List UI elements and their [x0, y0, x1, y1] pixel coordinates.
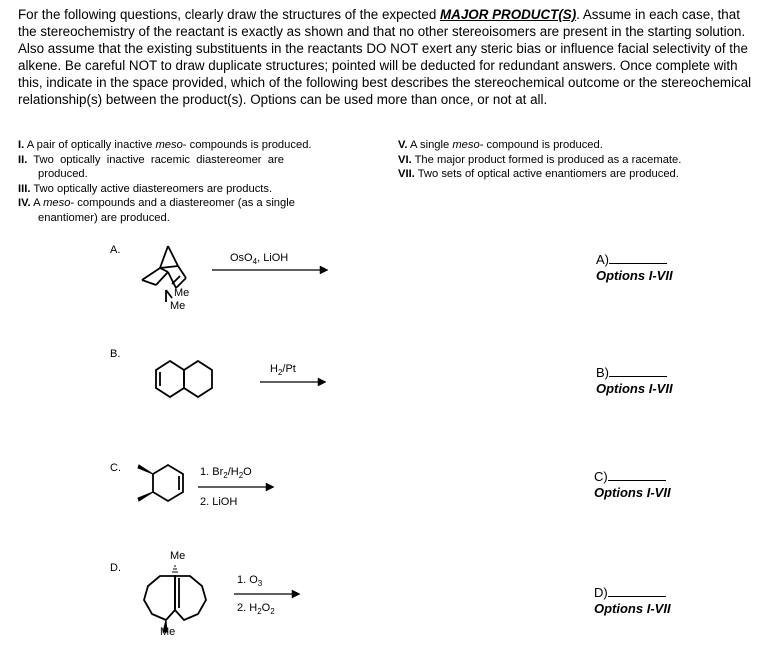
option-iii: III. Two optically active diastereomers are products.: [18, 182, 273, 195]
problem-d-answer-blank[interactable]: [608, 584, 666, 597]
problem-c-options-hint: Options I-VII: [594, 485, 671, 500]
problem-b-answer-blank[interactable]: [609, 364, 667, 377]
problem-b-answer-label: B): [596, 365, 609, 380]
problem-d-options-hint: Options I-VII: [594, 601, 671, 616]
problem-a-reaction-arrow: [212, 264, 332, 276]
major-products-emphasis: MAJOR PRODUCT(S): [440, 7, 577, 22]
problem-b-reaction-arrow: [260, 376, 330, 388]
problem-c-reaction-arrow: [198, 481, 278, 493]
problem-d-methyl-label-top: Me: [170, 550, 186, 562]
options-list-left: [18, 138, 356, 225]
problem-a-options-hint: Options I-VII: [596, 268, 673, 283]
problem-d-methyl-label-bottom: Me: [160, 626, 176, 638]
problem-b-letter: B.: [110, 348, 121, 360]
problem-a-letter: A.: [110, 244, 121, 256]
instructions-text-end: . Assume in each case, that the stereochemistry of the reactant is exactly as shown and that no other stereoisomers are present in the starting solution. Also assume that the existing substituents in the reactants DO NOT exert any steric bias or influence facial selectivity of the alkene. Be careful NOT to draw duplicate structures; pointed will be deducted for redundant answers. Once complete with this, indicate in the space provided, which of the following best describes the stereochemical outcome or the stereochemical relationship(s) between the product(s). Options can be used more than once, or not at all.: [18, 7, 752, 107]
problem-b-answer: [596, 364, 673, 396]
problem-c-answer-label: C): [594, 469, 608, 484]
instructions-paragraph: [18, 6, 756, 108]
option-iv-continued: enantiomer) are produced.: [38, 211, 170, 224]
problem-a-answer: [596, 251, 673, 283]
problem-c-letter: C.: [110, 462, 121, 474]
problem-b-octahydronaphthalene-structure: [148, 356, 228, 406]
option-v: V. A single meso- compound is produced.: [398, 139, 603, 151]
option-vii: VII. Two sets of optical active enantiomers are produced.: [398, 168, 679, 180]
options-list-right: [398, 138, 758, 182]
problem-d-step1-reagent: 1. $O_3$: [237, 574, 263, 589]
problem-a-bicyclic-alkene-structure: [130, 240, 210, 320]
option-ii: II. Two optically inactive racemic diastereomer are: [18, 153, 284, 166]
problem-d-answer-label: D): [594, 585, 608, 600]
problem-a-methyl-label-1: Me: [174, 287, 190, 299]
problem-d-bicyclic-alkene-structure: [136, 546, 226, 646]
option-i: I. A pair of optically inactive meso- compounds is produced.: [18, 139, 312, 151]
option-ii-continued: produced.: [38, 168, 88, 180]
problem-d-letter: D.: [110, 562, 121, 574]
problem-b-reagent: $H_2/Pt$: [270, 363, 296, 378]
problem-c-answer-blank[interactable]: [608, 468, 666, 481]
problem-a-answer-blank[interactable]: [609, 251, 667, 264]
problem-c-step1-reagent: 1. $Br_2/H_2O$: [200, 466, 252, 481]
problem-d-reaction-arrow: [234, 588, 304, 600]
option-iv: IV. A meso- compounds and a diastereomer (as a single: [18, 197, 295, 209]
problem-a-reagent: OsO$_4$, LiOH: [230, 252, 289, 267]
instructions-text-start: For the following questions, clearly draw the structures of the expected: [18, 7, 441, 22]
problem-c-answer: [594, 468, 671, 500]
problem-c-dimethylcyclohexene-structure: [128, 458, 198, 514]
problem-d-step2-reagent: 2. $H_2O_2$: [237, 602, 275, 617]
problem-a-answer-label: A): [596, 252, 609, 267]
problem-b-options-hint: Options I-VII: [596, 381, 673, 396]
problem-d-answer: [594, 584, 671, 616]
problem-a-methyl-label-2: Me: [170, 300, 186, 312]
option-vi: VI. The major product formed is produced as a racemate.: [398, 153, 682, 166]
problem-c-step2-reagent: 2. LiOH: [200, 496, 238, 508]
